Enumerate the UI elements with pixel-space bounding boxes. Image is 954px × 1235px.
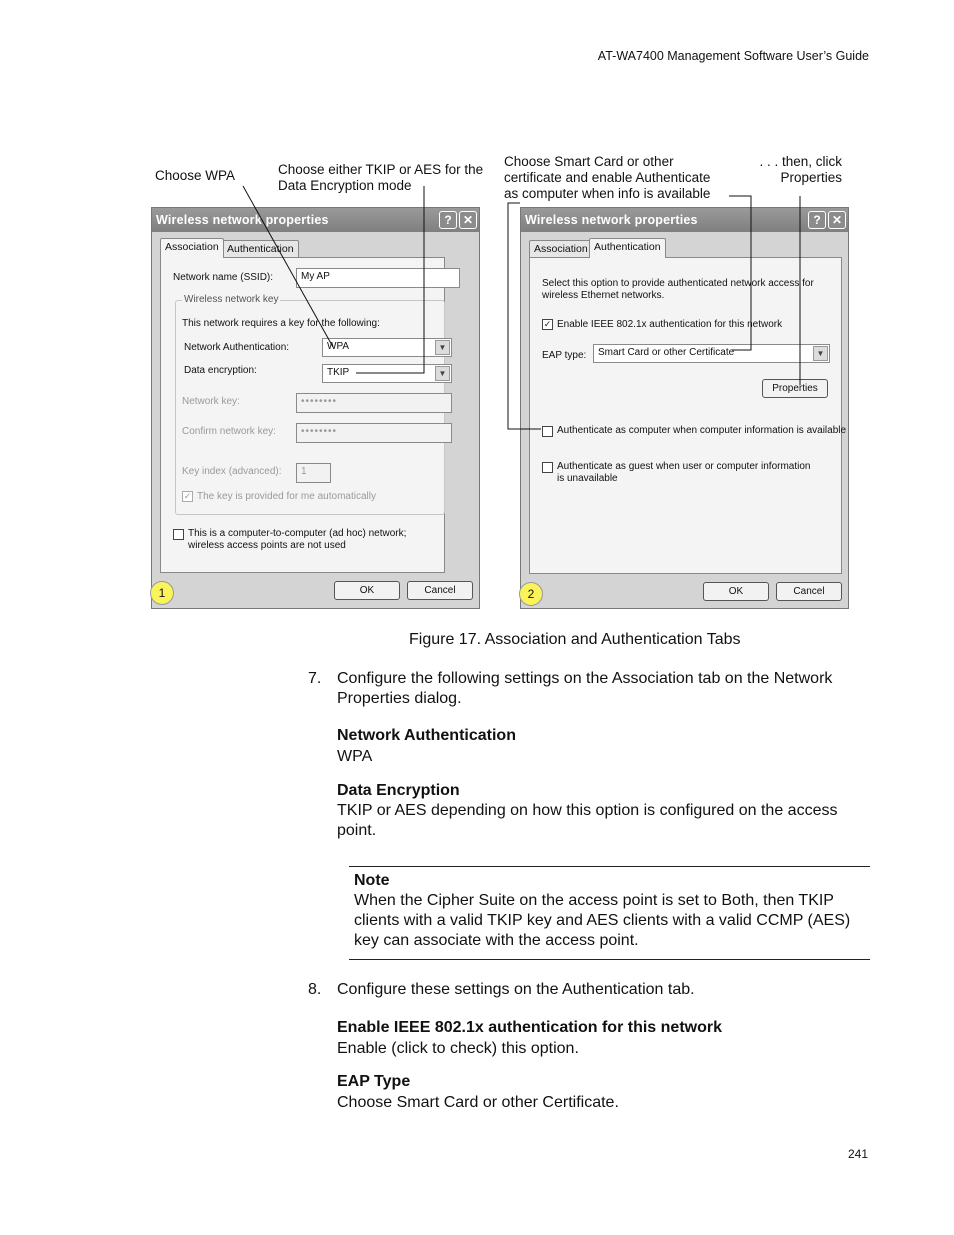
leader-line-tkip [356, 186, 424, 373]
confirm-key-label: Confirm network key: [182, 426, 276, 437]
data-encryption-heading: Data Encryption [337, 782, 460, 799]
step-8-text: Configure these settings on the Authentication tab. [337, 981, 695, 998]
step-7-text: Configure the following settings on the Association tab on the Network Properties dialog. [337, 670, 833, 707]
step-7-number: 7. [308, 670, 322, 687]
leader-line-wpa [243, 186, 333, 347]
dialog-title: Wireless network properties [152, 208, 479, 232]
enable-8021x-value: Enable (click to check) this option. [337, 1040, 579, 1057]
network-auth-value: WPA [337, 748, 373, 765]
cancel-button[interactable]: Cancel [407, 581, 473, 600]
close-icon[interactable]: ✕ [459, 211, 477, 229]
enable-8021x-label: Enable IEEE 802.1x authentication for this network [557, 319, 783, 330]
properties-button[interactable]: Properties [762, 379, 828, 398]
figure-caption: Figure 17. Association and Authentication Tabs [409, 631, 741, 648]
close-icon[interactable]: ✕ [828, 211, 846, 229]
key-index-stepper[interactable]: 1 [296, 463, 331, 483]
data-encryption-label: Data encryption: [184, 365, 257, 376]
note-heading: Note [354, 872, 390, 889]
callout-choose-wpa: Choose WPA [155, 168, 236, 183]
eap-type-value: Choose Smart Card or other Certificate. [337, 1094, 619, 1111]
step-8-number: 8. [308, 981, 322, 998]
figure-badge: 2 [519, 582, 543, 606]
auth-guest-label: Authenticate as guest when user or computer information is unavailable [557, 461, 811, 484]
auto-key-checkbox[interactable]: ✓ [183, 491, 192, 501]
chevron-down-icon[interactable]: ▼ [435, 366, 450, 381]
tab-authentication[interactable]: Authentication [589, 238, 666, 258]
confirm-key-input[interactable]: •••••••• [296, 423, 452, 443]
network-auth-heading: Network Authentication [337, 727, 516, 744]
data-encryption-value: TKIP or AES depending on how this option is configured on the access point. [337, 802, 838, 839]
help-button[interactable]: ? [439, 211, 457, 229]
eap-type-label: EAP type: [542, 350, 587, 361]
auth-description: Select this option to provide authenticated network access for wireless Ethernet networks. [542, 278, 814, 301]
network-auth-label: Network Authentication: [184, 342, 290, 353]
callout-choose-tkip: Choose either TKIP or AES for the Data Encryption mode [278, 162, 484, 193]
group-title: Wireless network key [184, 294, 279, 305]
chevron-down-icon[interactable]: ▼ [435, 340, 450, 355]
note-text: When the Cipher Suite on the access point is set to Both, then TKIP clients with a valid TKIP key and AES clients with a valid CCMP (AES) key can associate with the access point. [354, 892, 851, 949]
ok-button[interactable]: OK [703, 582, 769, 601]
enable-8021x-heading: Enable IEEE 802.1x authentication for this network [337, 1019, 722, 1036]
tab-authentication[interactable]: Authentication [222, 240, 299, 258]
help-button[interactable]: ? [808, 211, 826, 229]
requires-text: This network requires a key for the following: [182, 318, 380, 329]
tab-association[interactable]: Association [160, 238, 224, 258]
ssid-input[interactable]: My AP [296, 268, 460, 288]
callout-then-click: . . . then, click Properties [759, 154, 842, 185]
adhoc-label: This is a computer-to-computer (ad hoc) network; wireless access points are not used [188, 528, 407, 551]
key-index-label: Key index (advanced): [182, 466, 282, 477]
figure-badge: 1 [150, 581, 174, 605]
cancel-button[interactable]: Cancel [776, 582, 842, 601]
running-header: AT-WA7400 Management Software User’s Guide [597, 49, 869, 63]
ssid-label: Network name (SSID): [173, 272, 274, 283]
chevron-down-icon[interactable]: ▼ [813, 346, 828, 361]
data-encryption-value: TKIP [327, 367, 350, 378]
auth-computer-label: Authenticate as computer when computer information is available [557, 425, 847, 436]
ok-button[interactable]: OK [334, 581, 400, 600]
leader-line-smart-card [729, 196, 751, 350]
dialog-title: Wireless network properties [521, 208, 848, 232]
auto-key-label: The key is provided for me automatically [197, 491, 376, 502]
network-key-label: Network key: [182, 396, 240, 407]
eap-type-heading: EAP Type [337, 1073, 411, 1090]
page-number: 241 [847, 1147, 868, 1161]
callout-choose-smart-card: Choose Smart Card or other certificate and enable Authenticate as computer when info is available [504, 154, 711, 201]
eap-type-value: Smart Card or other Certificate [598, 347, 735, 358]
tab-association[interactable]: Association [529, 240, 593, 258]
network-auth-value: WPA [327, 341, 350, 352]
network-key-input[interactable]: •••••••• [296, 393, 452, 413]
enable-8021x-checkbox[interactable]: ✓ [543, 319, 552, 329]
note-box [349, 866, 870, 960]
leader-line-authenticate [508, 203, 541, 429]
